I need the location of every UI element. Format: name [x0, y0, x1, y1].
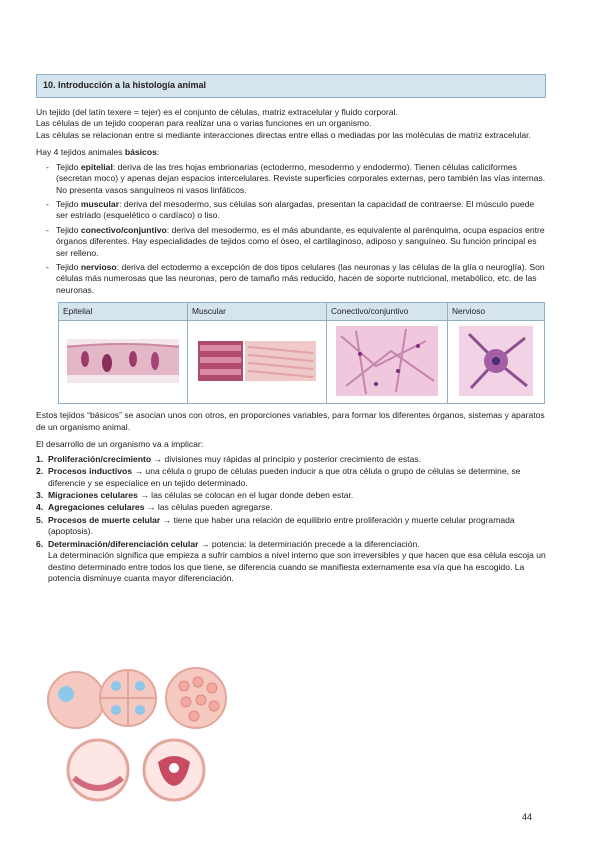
step-item: 1. Proliferación/crecimiento → divisiones muy rápidas al principio y posterior crecimiento de estas. — [36, 453, 422, 464]
step-item: 6. Determinación/diferenciación celular → potencia: la determinación precede a la diferenciación. La determinación significa que empieza a sufrir cambios a nivel interno que son irreversibles y que hacen que esa célula escoja un destino determinado entre todos los que tiene, se diferencia cuando se manifiesta externamente esa vía que ha escogido. La potencia disminuye cuanta mayor diferenciación. — [36, 538, 546, 583]
tissue-nervioso: - Tejido nervioso: deriva del ectodermo a excepción de dos tipos celulares (las neuronas y las células de la glía o neuroglía). Son células más numerosas que las neuronas, pero de tamaño más reducido, hacen de soporte nutricional, metabólico, etc. de las neuronas. — [46, 262, 546, 296]
table-header-muscular: Muscular — [188, 303, 327, 321]
intro-line-3: Las células se relacionan entre si mediante interacciones directas entre ellas o mediadas por las moléculas de matriz extracelular. — [36, 129, 531, 140]
development-intro: El desarrollo de un organismo va a implicar: — [36, 439, 204, 450]
tissue-list — [36, 162, 546, 297]
table-header-epitelial: Epitelial — [59, 303, 188, 321]
table-header-conectivo: Conectivo/conjuntivo — [327, 303, 448, 321]
intro-line-2: Las células de un tejido cooperan para realizar una o varias funciones en un organismo. — [36, 118, 372, 129]
page-number: 44 — [522, 812, 533, 822]
table-header-nervioso: Nervioso — [448, 303, 545, 321]
document-page — [36, 74, 546, 585]
after-table-text: Estos tejidos “básicos” se asocian unos con otros, en proporciones variables, para formar los diferentes órganos, sistemas y aparatos de un organismo animal. — [36, 410, 545, 432]
step-item: 2. Procesos inductivos → una célula o grupo de células pueden inducir a que otra célula o grupo de células se determine, se diferencie y se especialice en un tejido determinado. — [36, 466, 521, 488]
tissue-muscular: - Tejido muscular: deriva del mesodermo, sus células son alargadas, presentan la capacidad de contraerse. El músculo puede ser estriado (esquelético o cardíaco) o liso. — [46, 199, 546, 222]
section-title: 10. Introducción a la histología animal — [36, 74, 546, 98]
step-item: 5. Procesos de muerte celular → tiene que haber una relación de equilibrio entre proliferación y muerte celular programada (apoptosis). — [36, 514, 515, 537]
step-item: 4. Agregaciones celulares → las células pueden agregarse. — [36, 502, 273, 513]
epitelial-micrograph — [59, 321, 188, 404]
tissue-epitelial: - Tejido epitelial: deriva de las tres hojas embrionarias (ectodermo, mesodermo y endodermo). Tienen células caliciformes (secretan moco) y apenas dejan espacios intercelulares. Reviste superficies corporales externas, pero también las vías internas. No presenta vasos sanguíneos ni vasos linfáticos. — [46, 162, 546, 196]
tissue-conectivo: - Tejido conectivo/conjuntivo: deriva del mesodermo, es el más abundante, es equivalente al parénquima, ocupa espacios entre órganos diferentes. Hay especialidades de tejidos como el óseo, el cartilaginoso, adiposo y sanguíneo. Su función principal es ser relleno. — [46, 225, 546, 259]
embryo-development-illustration — [46, 666, 238, 802]
development-steps — [36, 454, 546, 585]
step-item: 3. Migraciones celulares → las células se colocan en el lugar donde deben estar. — [36, 490, 354, 500]
conectivo-micrograph — [327, 321, 448, 404]
muscular-micrograph — [188, 321, 327, 404]
tissue-table — [58, 302, 545, 404]
step6-extra: La determinación significa que empieza a sufrir cambios a nivel interno que son irreversibles y que hacen que esa célula escoja un destino determinado entre todos los que tiene, se diferencia cuando se manifiesta externamente esa vía que ha escogido. La potencia disminuye cuanta mayor diferenciación. — [48, 550, 546, 583]
tissues-intro: Hay 4 tejidos animales básicos: — [36, 147, 160, 158]
intro-line-1: Un tejido (del latín texere = tejer) es el conjunto de células, matriz extracelular y fluido corporal. — [36, 106, 398, 117]
nervioso-micrograph — [448, 321, 545, 404]
